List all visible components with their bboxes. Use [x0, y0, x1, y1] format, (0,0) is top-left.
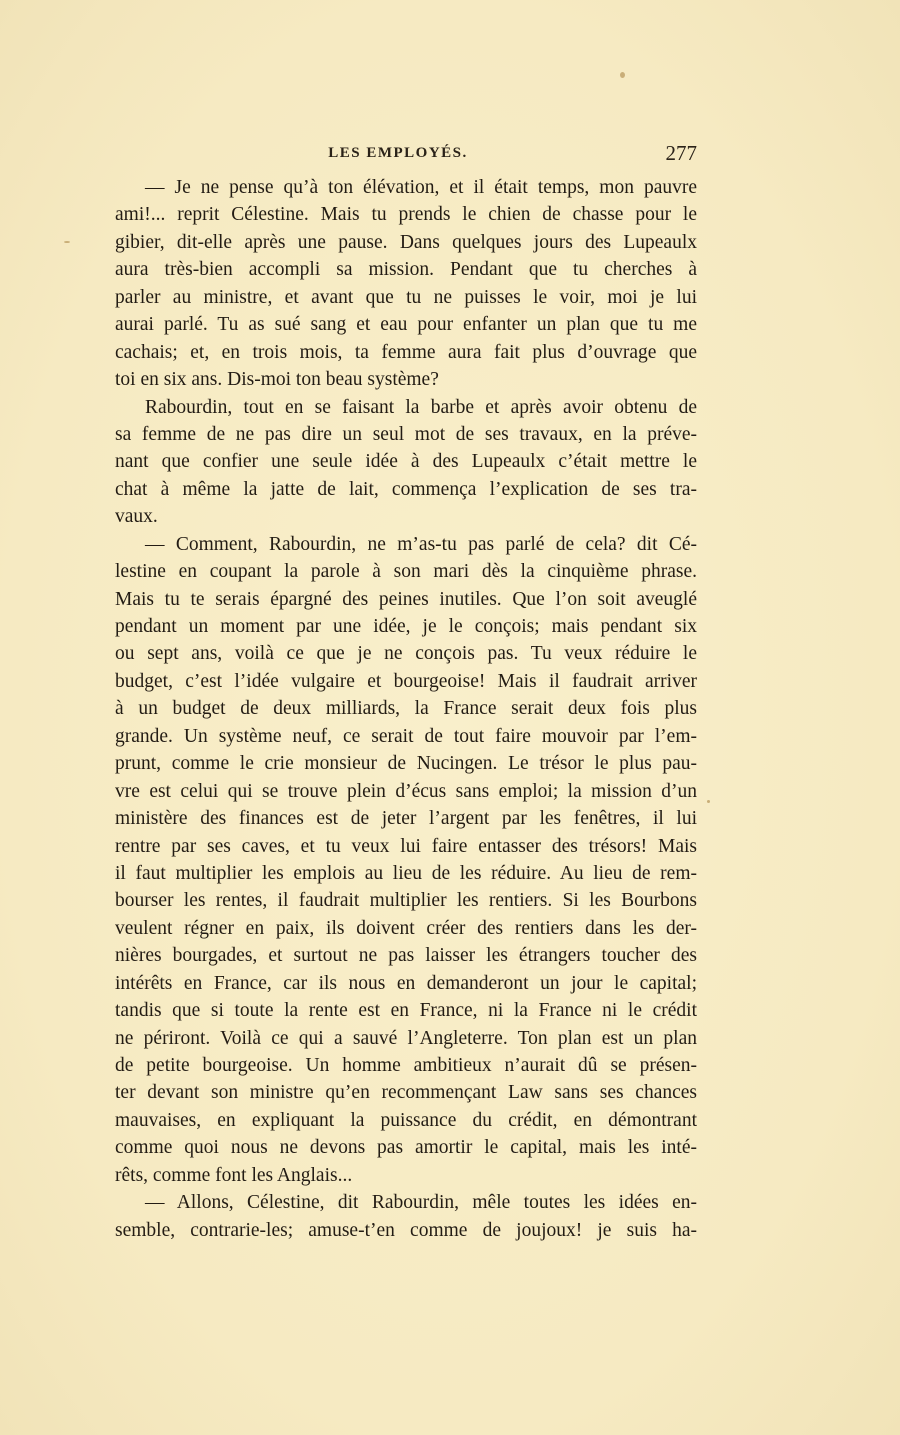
text-line: — Je ne pense qu’à ton élévation, et il était temps, mon pauvre	[145, 177, 697, 198]
text-line: nant que confier une seule idée à des Lupeaulx c’était mettre le	[115, 451, 697, 473]
text-line: ne périront. Voilà ce qui a sauvé l’Angleterre. Ton plan est un plan	[115, 1027, 697, 1049]
text-line: ter devant son ministre qu’en recommençant Law sans ses chances	[115, 1082, 697, 1104]
text-line: cachais; et, en trois mois, ta femme aura fait plus d’ouvrage que	[115, 341, 697, 363]
text-line: budget, c’est l’idée vulgaire et bourgeoise! Mais il faudrait arriver	[115, 670, 697, 692]
text-line: — Comment, Rabourdin, ne m’as-tu pas parlé de cela? dit Cé-	[145, 533, 697, 555]
paper-speck	[64, 241, 70, 243]
text-line: aurai parlé. Tu as sué sang et eau pour enfanter un plan que tu me	[115, 314, 697, 336]
page-header	[115, 141, 697, 169]
text-line: rêts, comme font les Anglais...	[115, 1164, 353, 1186]
text-line: chat à même la jatte de lait, commença l’explication de ses tra-	[115, 478, 697, 500]
text-line: Mais tu te serais épargné des peines inutiles. Que l’on soit aveuglé	[115, 588, 697, 610]
text-line: aura très-bien accompli sa mission. Pendant que tu cherches à	[115, 259, 697, 281]
text-line: — Allons, Célestine, dit Rabourdin, mêle toutes les idées en-	[145, 1192, 697, 1214]
text-line: veulent régner en paix, ils doivent créer des rentiers dans les der-	[115, 917, 697, 939]
text-line: vre est celui qui se trouve plein d’écus sans emploi; la mission d’un	[115, 780, 697, 802]
paper-speck	[707, 800, 710, 803]
running-title: LES EMPLOYÉS.	[328, 145, 468, 161]
text-line: grande. Un système neuf, ce serait de tout faire mouvoir par l’em-	[115, 725, 697, 747]
text-line: mauvaises, en expliquant la puissance du crédit, en démontrant	[115, 1109, 697, 1131]
text-line: lestine en coupant la parole à son mari dès la cinquième phrase.	[115, 561, 697, 583]
text-line: rentre par ses caves, et tu veux lui faire entasser des trésors! Mais	[115, 835, 697, 857]
body-text	[115, 174, 697, 1244]
text-line: vaux.	[115, 506, 158, 528]
text-line: gibier, dit-elle après une pause. Dans quelques jours des Lupeaulx	[115, 231, 697, 253]
text-line: de petite bourgeoise. Un homme ambitieux n’aurait dû se présen-	[115, 1055, 697, 1076]
text-line: prunt, comme le crie monsieur de Nucingen. Le trésor le plus pau-	[115, 753, 697, 775]
text-line: sa femme de ne pas dire un seul mot de ses travaux, en la préve-	[115, 423, 697, 445]
text-line: intérêts en France, car ils nous en demanderont un jour le capital;	[115, 972, 697, 994]
text-line: toi en six ans. Dis-moi ton beau système?	[115, 369, 439, 391]
paper-speck	[620, 72, 625, 78]
text-line: Rabourdin, tout en se faisant la barbe et après avoir obtenu de	[145, 396, 697, 418]
text-line: bourser les rentes, il faudrait multiplier les rentiers. Si les Bourbons	[115, 890, 697, 912]
text-line: à un budget de deux milliards, la France serait deux fois plus	[115, 698, 697, 720]
text-line: pendant un moment par une idée, je le conçois; mais pendant six	[115, 616, 697, 637]
text-line: il faut multiplier les emplois au lieu de les réduire. Au lieu de rem-	[115, 862, 697, 884]
text-line: comme quoi nous ne devons pas amortir le capital, mais les inté-	[115, 1137, 697, 1159]
text-line: ami!... reprit Célestine. Mais tu prends le chien de chasse pour le	[115, 204, 697, 226]
text-line: parler au ministre, et avant que tu ne puisses le voir, moi je lui	[115, 286, 697, 308]
text-line: tandis que si toute la rente est en France, ni la France ni le crédit	[115, 1000, 697, 1022]
text-line: ou sept ans, voilà ce que je ne conçois pas. Tu veux réduire le	[115, 643, 697, 665]
text-line: ministère des finances est de jeter l’argent par les fenêtres, il lui	[115, 808, 697, 830]
page-number: 277	[665, 141, 697, 165]
text-line: nières bourgades, et surtout ne pas laisser les étrangers toucher des	[115, 945, 697, 967]
text-line: semble, contrarie-les; amuse-t’en comme de joujoux! je suis ha-	[115, 1219, 697, 1241]
